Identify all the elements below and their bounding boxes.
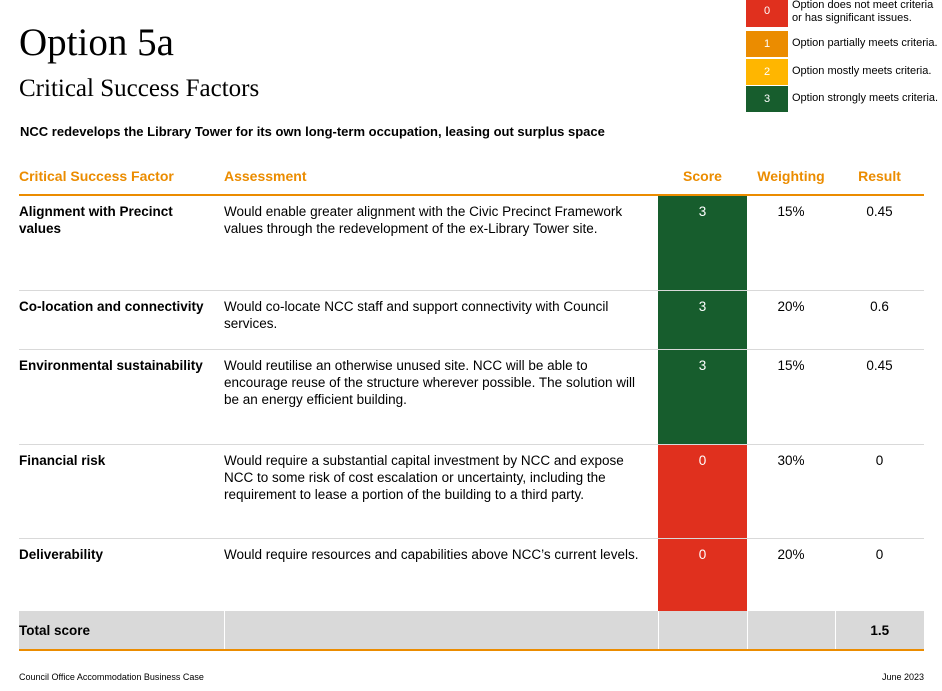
table-row bbox=[19, 444, 924, 538]
footer-document-title: Council Office Accommodation Business Case bbox=[19, 672, 204, 682]
legend-swatch-3: 3 bbox=[746, 86, 788, 112]
result-cell: 0 bbox=[875, 546, 884, 562]
factor-cell: Alignment with Precinct values bbox=[19, 195, 224, 290]
header-assessment: Assessment bbox=[224, 168, 658, 195]
score-cell: 0 bbox=[658, 538, 747, 611]
total-row bbox=[19, 611, 924, 650]
critical-success-factors-table bbox=[19, 168, 924, 651]
result-cell: 0.45 bbox=[835, 349, 924, 444]
total-result: 1.5 bbox=[835, 611, 924, 650]
table-row bbox=[19, 195, 924, 290]
legend-swatch-0: 0 bbox=[746, 0, 788, 27]
total-empty-cell bbox=[747, 611, 835, 650]
table-row bbox=[19, 349, 924, 444]
footer-date: June 2023 bbox=[881, 672, 924, 682]
legend-swatch-2: 2 bbox=[746, 59, 788, 85]
factor-cell: Co-location and connectivity bbox=[19, 290, 224, 349]
weighting-cell: 20% bbox=[777, 546, 805, 562]
legend-item-3 bbox=[746, 86, 942, 112]
score-cell: 3 bbox=[658, 290, 747, 349]
weighting-cell: 15% bbox=[747, 349, 835, 444]
score-cell: 3 bbox=[658, 349, 747, 444]
result-cell: 0 bbox=[835, 444, 924, 538]
header-result: Result bbox=[835, 168, 924, 195]
weighting-cell: 30% bbox=[747, 444, 835, 538]
option-description: NCC redevelops the Library Tower for its own long-term occupation, leasing out surplus space bbox=[20, 124, 605, 139]
assessment-cell: Would enable greater alignment with the Civic Precinct Framework values through the redevelopment of the ex-Library Tower site. bbox=[224, 195, 658, 290]
legend-item-0 bbox=[746, 0, 942, 24]
legend-label-2: Option mostly meets criteria. bbox=[792, 65, 932, 77]
factor-cell: Environmental sustainability bbox=[19, 349, 224, 444]
header-weighting: Weighting bbox=[747, 168, 835, 195]
legend-swatch-1: 1 bbox=[746, 31, 788, 57]
total-empty-cell bbox=[658, 611, 747, 650]
table-row bbox=[19, 538, 924, 611]
legend-label-0: Option does not meet criteria or has significant issues. bbox=[792, 0, 934, 24]
factor-cell: Deliverability bbox=[19, 546, 104, 562]
result-cell: 0.45 bbox=[835, 195, 924, 290]
total-label: Total score bbox=[19, 611, 224, 650]
header-score: Score bbox=[658, 168, 747, 195]
page-title: Option 5a bbox=[19, 21, 174, 64]
weighting-cell: 20% bbox=[747, 290, 835, 349]
assessment-cell: Would reutilise an otherwise unused site. NCC will be able to encourage reuse of the structure wherever possible. The solution will be an energy efficient building. bbox=[224, 349, 658, 444]
page-subtitle: Critical Success Factors bbox=[19, 75, 260, 102]
result-cell: 0.6 bbox=[835, 290, 924, 349]
factor-cell: Financial risk bbox=[19, 444, 224, 538]
weighting-cell: 15% bbox=[747, 195, 835, 290]
assessment-cell: Would co-locate NCC staff and support connectivity with Council services. bbox=[224, 290, 658, 349]
legend-label-1: Option partially meets criteria. bbox=[792, 37, 938, 49]
legend-label-3: Option strongly meets criteria. bbox=[792, 92, 939, 104]
table-header-row bbox=[19, 168, 924, 195]
total-empty-cell bbox=[224, 611, 658, 650]
score-cell: 0 bbox=[658, 444, 747, 538]
legend-item-2 bbox=[746, 59, 942, 85]
header-factor: Critical Success Factor bbox=[19, 168, 224, 195]
score-cell: 3 bbox=[658, 195, 747, 290]
table-row bbox=[19, 290, 924, 349]
assessment-cell: Would require a substantial capital investment by NCC and expose NCC to some risk of cost escalation or uncertainty, including the requirement to lease a portion of the building to a third party. bbox=[224, 444, 658, 538]
assessment-cell: Would require resources and capabilities above NCC’s current levels. bbox=[224, 546, 639, 562]
legend-item-1 bbox=[746, 31, 942, 57]
